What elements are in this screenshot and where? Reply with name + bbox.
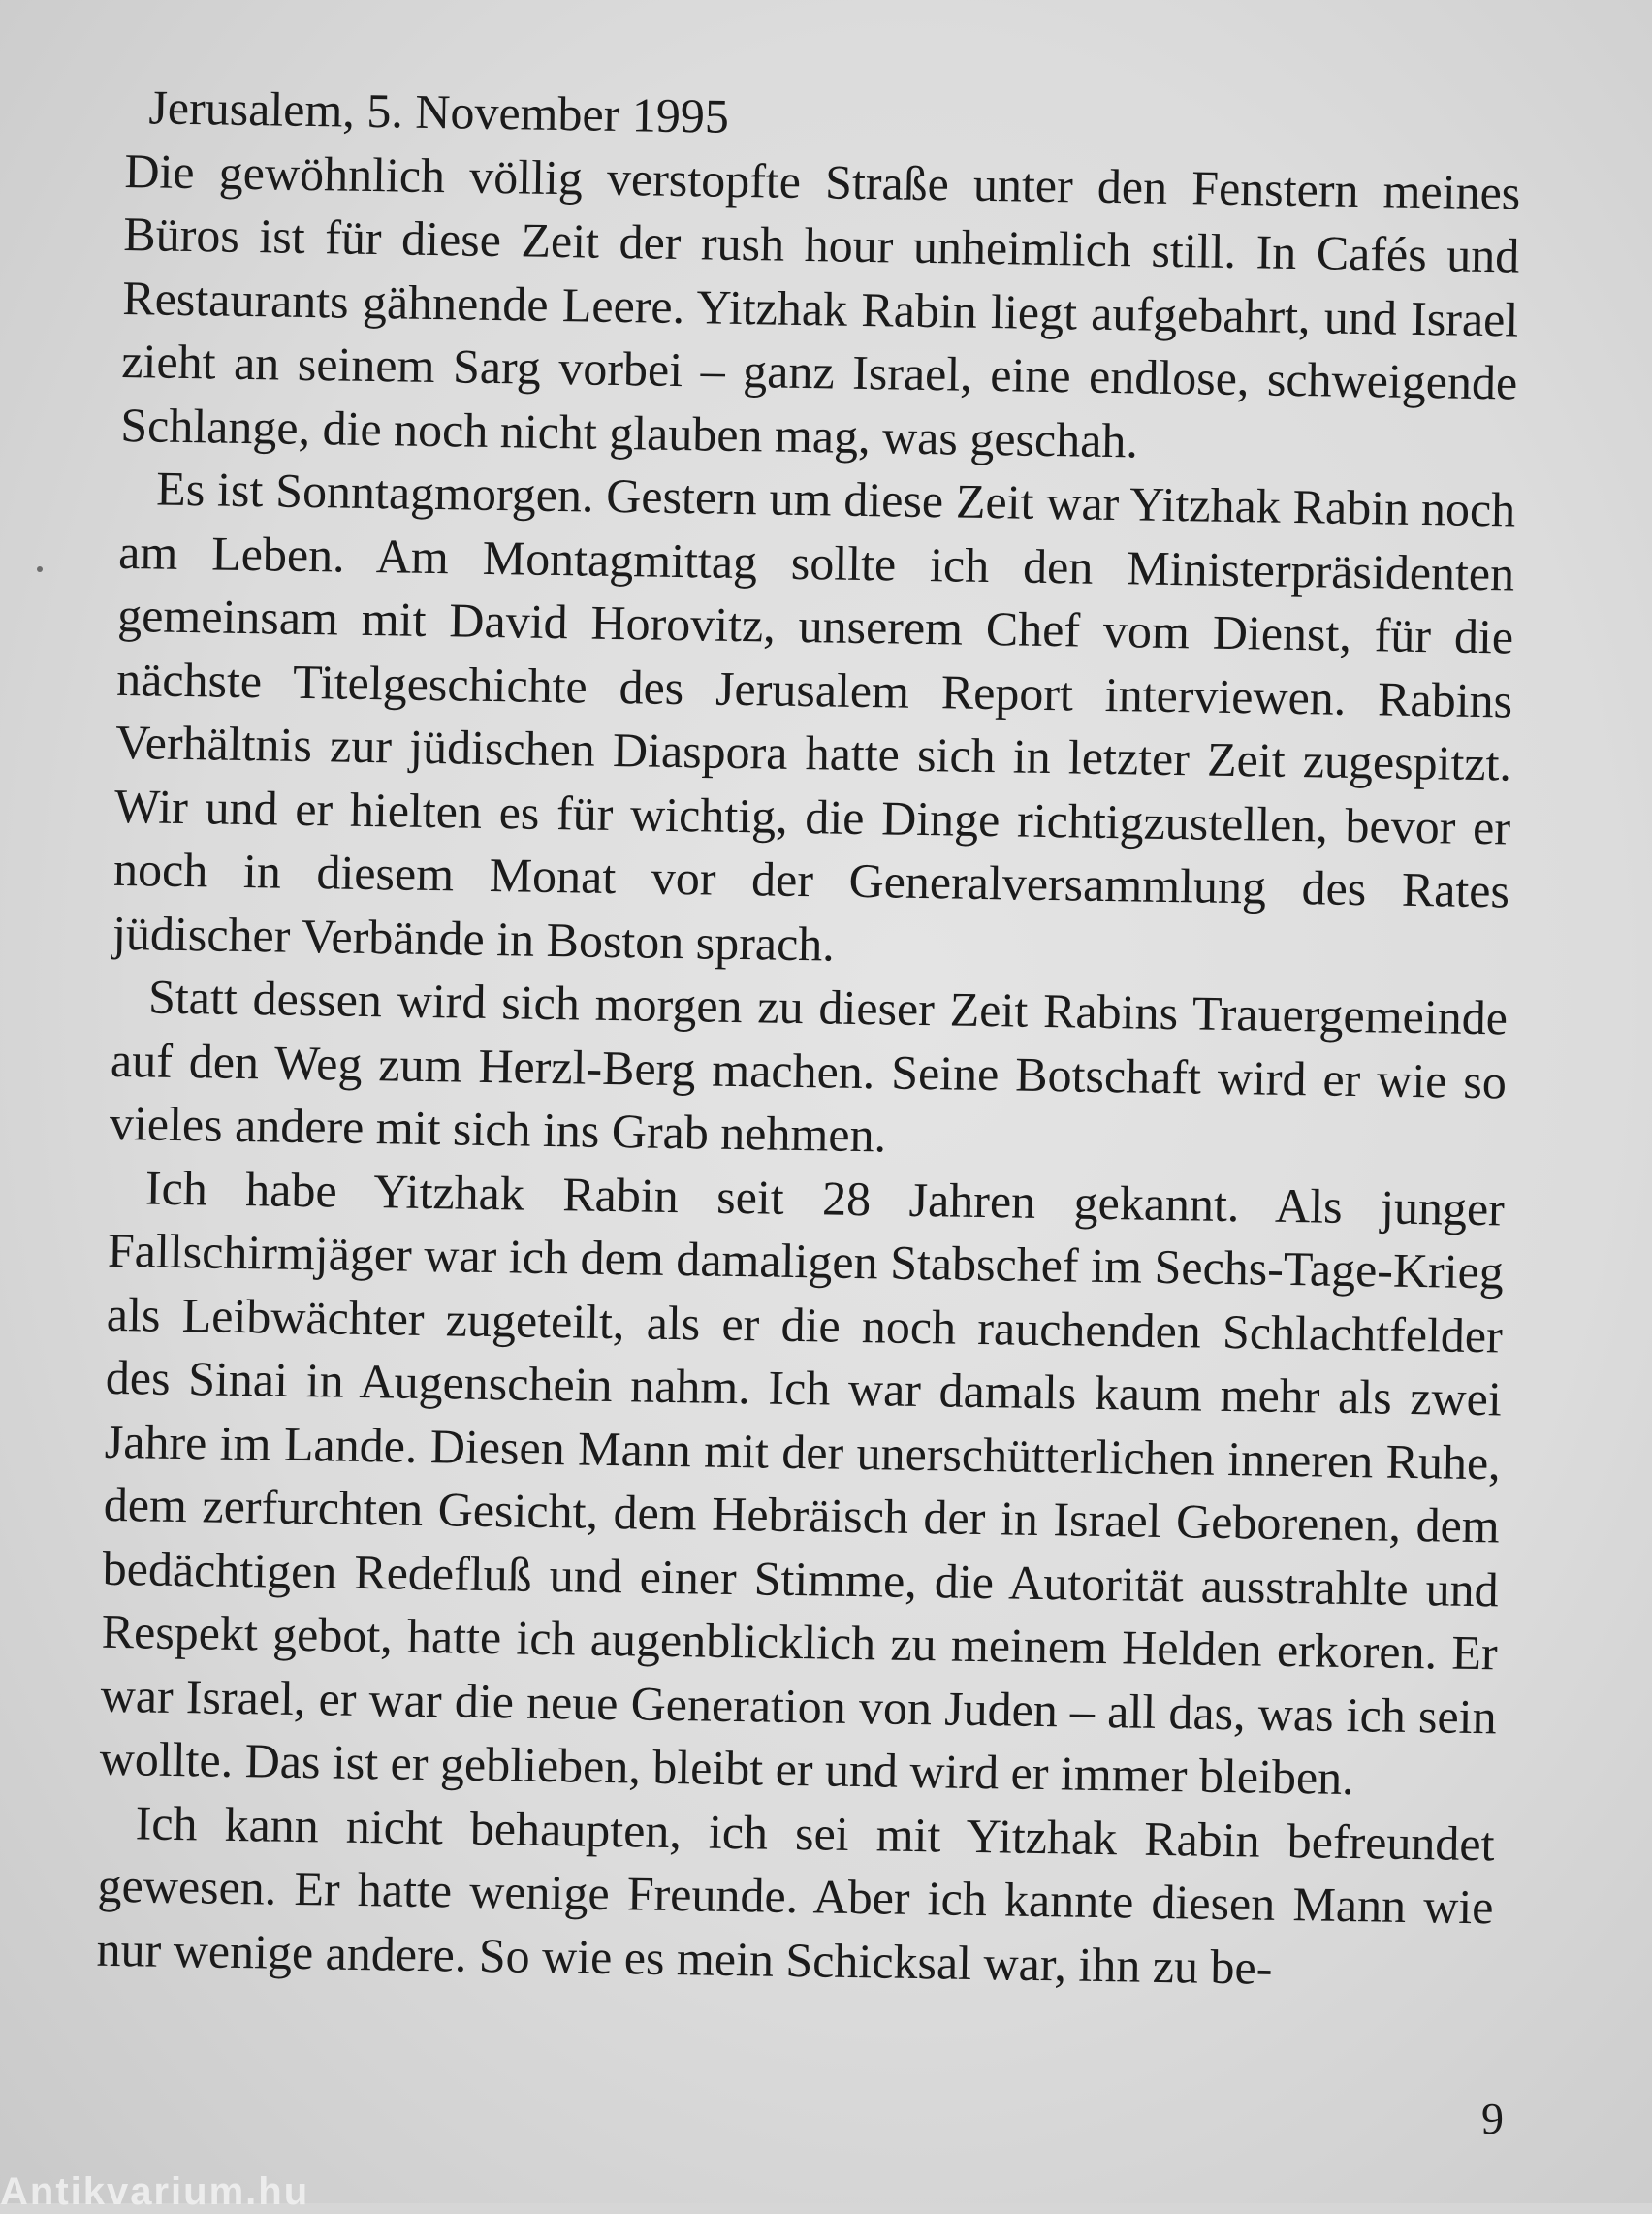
page-number: 9 <box>1481 2094 1504 2143</box>
dateline-heading: Jerusalem, 5. November 1995 <box>148 80 730 144</box>
paragraph-1: Die gewöhnlich völlig verstopfte Straße unter den Fenstern meines Büros ist für diese Zeit der rush hour unheimlich still. In Cafés und Restaurants gähnende Leere. Yitzhak Rabin liegt aufgebahrt, und Israel zieht an seinem Sarg vorbei – ganz Israel, eine endlose, schweigende Schlange, die noch nicht glauben mag, was geschah. <box>119 143 1521 467</box>
text-block <box>96 76 1522 2003</box>
margin-dot <box>37 566 43 572</box>
watermark-logo: Antikvarium.hu <box>0 2170 310 2213</box>
paragraph-3: Statt dessen wird sich morgen zu dieser Zeit Rabins Trauergemeinde auf den Weg zum Herzl-Berg machen. Seine Botschaft wird er wie so vieles andere mit sich ins Grab nehmen. <box>109 969 1509 1163</box>
paragraph-2: Es ist Sonntagmorgen. Gestern um diese Zeit war Yitzhak Rabin noch am Leben. Am Montagmittag sollte ich den Ministerpräsidenten gemeinsam mit David Horovitz, unserem Chef vom Dienst, für die nächste Titelgeschichte des Jerusalem Report interviewen. Rabins Verhältnis zur jüdischen Diaspora hatte sich in letzter Zeit zugespitzt. Wir und er hielten es für wichtig, die Dinge richtigzustellen, bevor er noch in diesem Monat vor der Generalversammlung des Rates jüdischer Verbände in Boston sprach. <box>111 461 1516 972</box>
paragraph-5: Ich kann nicht behaupten, ich sei mit Yitzhak Rabin befreundet gewesen. Er hatte wenige Freunde. Aber ich kannte diesen Mann wie nur wenige andere. So wie es mein Schicksal war, ihn zu be- <box>96 1794 1495 1995</box>
paragraph-4: Ich habe Yitzhak Rabin seit 28 Jahren gekannt. Als junger Fallschirmjäger war ich dem damaligen Stabschef im Sechs-Tage-Krieg als Leibwächter zugeteilt, als er die noch rauchenden Schlachtfelder des Sinai in Augenschein nahm. Ich war damals kaum mehr als zwei Jahre im Lande. Diesen Mann mit der unerschütterlichen inneren Ruhe, dem zerfurchten Gesicht, dem Hebräisch der in Israel Geborenen, dem bedächtigen Redefluß und einer Stimme, die Autorität ausstrahlte und Respekt gebot, hatte ich augenblicklich zu meinem Helden erkoren. Er war Israel, er war die neue Generation von Juden – all das, was ich sein wollte. Das ist er geblieben, bleibt er und wird er immer bleiben. <box>99 1159 1506 1806</box>
